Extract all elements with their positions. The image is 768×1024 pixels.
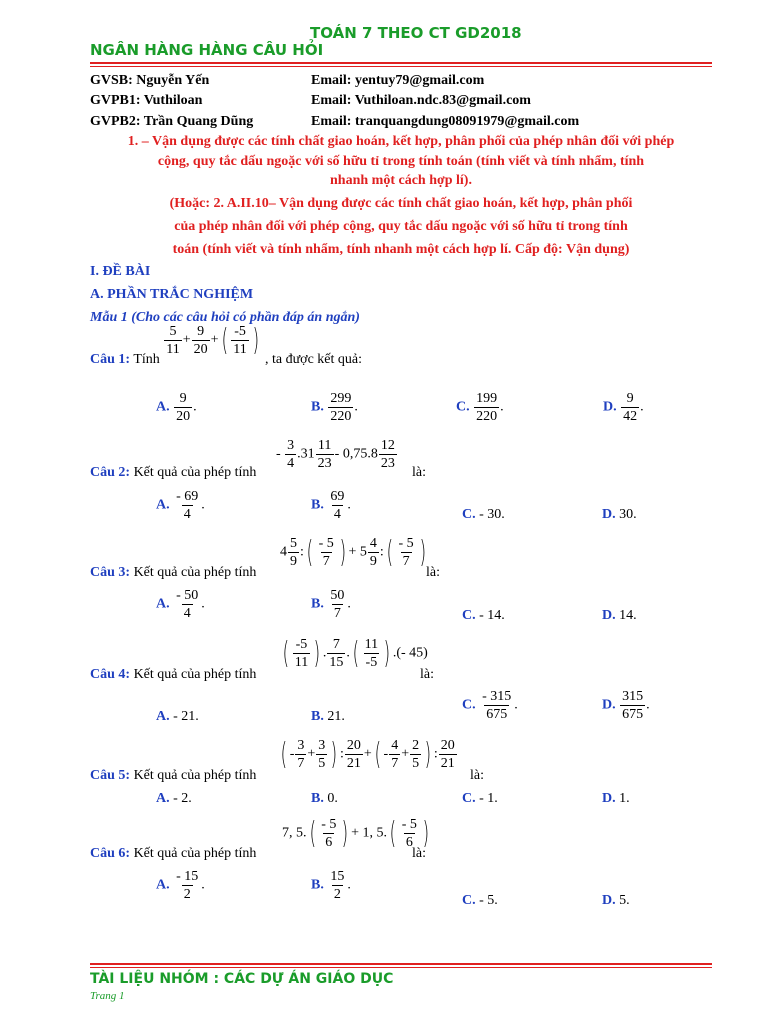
answer-option[interactable]: B. $\frac{69}{4}$ . bbox=[311, 489, 351, 522]
section-heading: A. PHẦN TRẮC NGHIỆM bbox=[90, 287, 254, 302]
objective-line: cộng, quy tắc dấu ngoặc với số hữu tỉ trong tính toán (tính viết và tính nhẩm, tính bbox=[157, 154, 645, 169]
header-rule-2 bbox=[90, 66, 712, 67]
question-label: Câu 1: bbox=[90, 352, 131, 367]
header-rule bbox=[90, 62, 712, 64]
author-email: Email: tranquangdung08091979@gmail.com bbox=[311, 114, 580, 129]
footer-group: TÀI LIỆU NHÓM : CÁC DỰ ÁN GIÁO DỤC bbox=[90, 971, 394, 987]
author-email: Email: Vuthiloan.ndc.83@gmail.com bbox=[311, 93, 531, 108]
math-expression: - $\frac{3}{4}$ .31 $\frac{11}{23}$ - 0,75.8 $\frac{12}{23}$ bbox=[276, 438, 395, 471]
question-text: là: bbox=[420, 667, 434, 682]
question-label: Câu 6: bbox=[90, 846, 131, 861]
answer-option[interactable]: B. $\frac{15}{2}$ . bbox=[311, 869, 351, 902]
question-text: Kết quả của phép tính bbox=[133, 846, 257, 861]
answer-option[interactable]: D. 1. bbox=[602, 791, 630, 806]
question-text: là: bbox=[412, 465, 426, 480]
footer-page-number: Trang 1 bbox=[90, 990, 125, 1002]
answer-option[interactable]: C. - 1. bbox=[462, 791, 498, 806]
answer-option[interactable]: A. $\frac{- 69}{4}$ . bbox=[156, 489, 205, 522]
math-expression: ( $\frac{-5}{11}$ ) . $\frac{7}{15}$ .( $\frac{11}{-5}$ ) .(- 45) bbox=[282, 635, 428, 671]
section-heading: I. ĐỀ BÀI bbox=[90, 264, 151, 279]
author-role: GVSB: Nguyễn Yến bbox=[90, 73, 210, 88]
answer-option[interactable]: D. 5. bbox=[602, 893, 630, 908]
objective-alt-line: (Hoặc: 2. A.II.10– Vận dụng được các tính chất giao hoán, kết hợp, phân phối bbox=[169, 196, 633, 211]
doc-subtitle: NGÂN HÀNG HÀNG CÂU HỎI bbox=[90, 41, 324, 59]
math-expression: 4 $\frac{5}{9}$ :( $\frac{- 5}{7}$ ) + 5 $\frac{4}{9}$ :( $\frac{- 5}{7}$ ) bbox=[280, 534, 426, 570]
question-label: Câu 3: bbox=[90, 565, 131, 580]
answer-option[interactable]: D. $\frac{315}{675}$ . bbox=[602, 689, 650, 722]
answer-option[interactable]: C. $\frac{- 315}{675}$ . bbox=[462, 689, 518, 722]
answer-option[interactable]: A. $\frac{- 15}{2}$ . bbox=[156, 869, 205, 902]
answer-option[interactable]: C. - 14. bbox=[462, 608, 505, 623]
answer-option[interactable]: C. $\frac{199}{220}$ . bbox=[456, 391, 504, 424]
math-expression: ( - $\frac{3}{7}$ + $\frac{3}{5}$ ) : $\frac{20}{21}$ +( - $\frac{4}{7}$ + $\frac{2}{5}$ ) : $\frac{20}{21}$ bbox=[280, 736, 455, 772]
author-role: GVPB2: Trần Quang Dũng bbox=[90, 114, 254, 129]
question-text: Kết quả của phép tính bbox=[133, 565, 257, 580]
answer-option[interactable]: B. $\frac{50}{7}$ . bbox=[311, 588, 351, 621]
math-expression: $\frac{5}{11}$ + $\frac{9}{20}$ +( $\frac{-5}{11}$ ) bbox=[166, 322, 259, 358]
question-text: là: bbox=[470, 768, 484, 783]
answer-option[interactable]: A. - 2. bbox=[156, 791, 192, 806]
question-4 bbox=[90, 667, 256, 683]
objective-line: nhanh một cách hợp lí). bbox=[330, 173, 472, 188]
answer-option[interactable]: B. 0. bbox=[311, 791, 338, 806]
question-label: Câu 5: bbox=[90, 768, 131, 783]
answer-option[interactable]: B. 21. bbox=[311, 709, 345, 724]
question-text: , ta được kết quả: bbox=[264, 352, 362, 367]
answer-option[interactable]: D. 14. bbox=[602, 608, 637, 623]
answer-option[interactable]: D. $\frac{9}{42}$ . bbox=[603, 391, 644, 424]
question-1 bbox=[90, 322, 362, 368]
answer-option[interactable]: A. - 21. bbox=[156, 709, 199, 724]
question-text: là: bbox=[426, 565, 440, 580]
doc-title: TOÁN 7 THEO CT GD2018 bbox=[310, 24, 522, 42]
answer-option[interactable]: A. $\frac{- 50}{4}$ . bbox=[156, 588, 205, 621]
question-6 bbox=[90, 846, 256, 862]
question-text: Kết quả của phép tính bbox=[133, 667, 257, 682]
objective-alt-line: toán (tính viết và tính nhẩm, tính nhanh một cách hợp lí. Cấp độ: Vận dụng) bbox=[172, 242, 630, 257]
answer-option[interactable]: A. $\frac{9}{20}$ . bbox=[156, 391, 197, 424]
author-role: GVPB1: Vuthiloan bbox=[90, 93, 203, 108]
footer-rule-2 bbox=[90, 967, 712, 968]
question-text: Kết quả của phép tính bbox=[133, 768, 257, 783]
objective-line: 1. – Vận dụng được các tính chất giao hoán, kết hợp, phân phối của phép nhân đối với phép bbox=[127, 134, 675, 149]
question-label: Câu 4: bbox=[90, 667, 131, 682]
question-text: là: bbox=[412, 846, 426, 861]
footer-rule bbox=[90, 963, 712, 965]
question-text: Kết quả của phép tính bbox=[133, 465, 257, 480]
math-expression: 7, 5.( $\frac{- 5}{6}$ ) + 1, 5.( $\frac{- 5}{6}$ ) bbox=[282, 815, 429, 851]
question-3 bbox=[90, 565, 256, 581]
answer-option[interactable]: D. 30. bbox=[602, 507, 637, 522]
author-email: Email: yentuy79@gmail.com bbox=[311, 73, 485, 88]
question-label: Câu 2: bbox=[90, 465, 131, 480]
section-subheading: Mẫu 1 (Cho các câu hỏi có phần đáp án ngắn) bbox=[90, 310, 360, 325]
answer-option[interactable]: B. $\frac{299}{220}$ . bbox=[311, 391, 358, 424]
objective-alt-line: của phép nhân đối với phép cộng, quy tắc dấu ngoặc với số hữu tỉ trong tính bbox=[174, 219, 628, 234]
question-text: Tính bbox=[133, 352, 160, 367]
question-5 bbox=[90, 768, 256, 784]
answer-option[interactable]: C. - 5. bbox=[462, 893, 498, 908]
question-2 bbox=[90, 465, 256, 481]
answer-option[interactable]: C. - 30. bbox=[462, 507, 505, 522]
